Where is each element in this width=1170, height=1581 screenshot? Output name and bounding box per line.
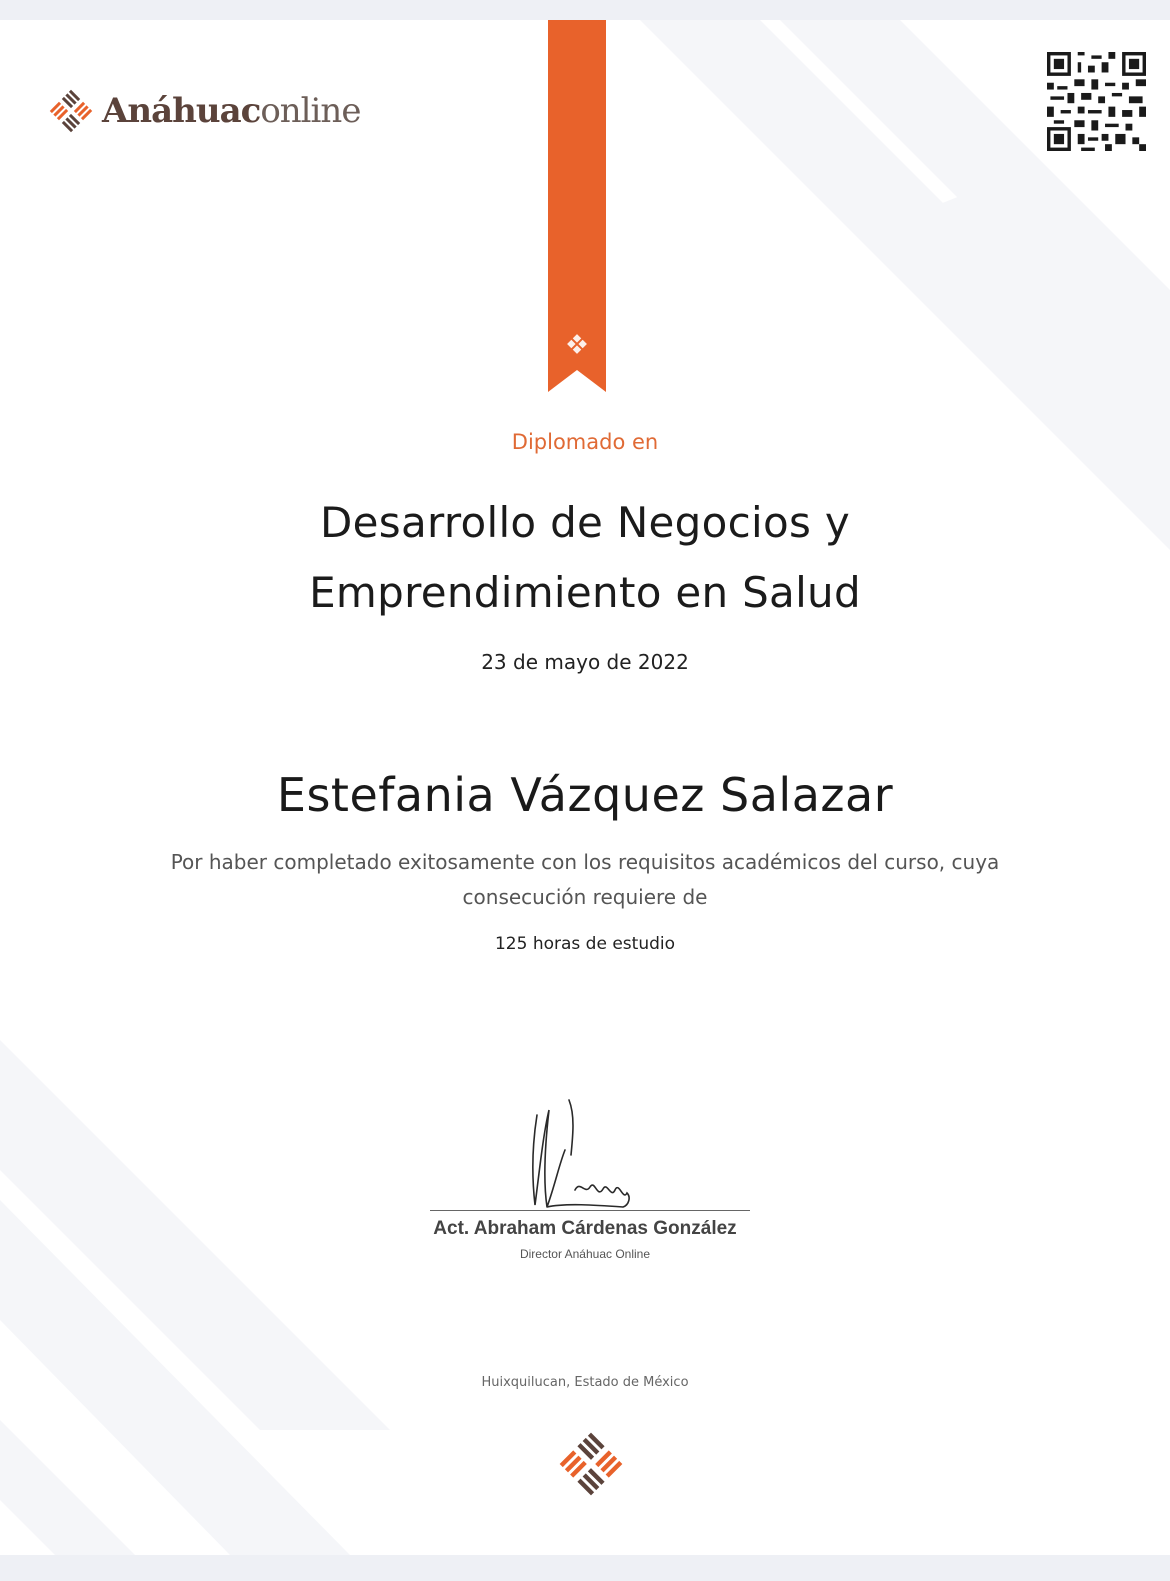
- signature-line: [430, 1210, 750, 1211]
- recipient-name: Estefania Vázquez Salazar: [276, 768, 894, 822]
- anahuac-weave-icon: [48, 88, 94, 134]
- study-hours: 125 horas de estudio: [494, 934, 676, 954]
- certificate-page: [0, 20, 1170, 1555]
- title-line-2: Emprendimiento en Salud: [309, 568, 861, 617]
- anahuac-weave-icon: [557, 1430, 625, 1498]
- logo-wordmark: [102, 91, 360, 131]
- certificate-description: Por haber completado exitosamente con los requisitos académicos del curso, cuya consecución requiere de: [170, 850, 1000, 909]
- issue-location: Huixquilucan, Estado de México: [481, 1375, 689, 1390]
- logo-bold-text: Anáhuac: [102, 91, 261, 131]
- signatory-role: Director Anáhuac Online: [519, 1247, 651, 1261]
- qr-code-icon[interactable]: [1047, 52, 1146, 151]
- certificate-type-label: Diplomado en: [511, 430, 659, 454]
- title-line-1: Desarrollo de Negocios y: [320, 498, 850, 547]
- certificate-date: 23 de mayo de 2022: [481, 650, 689, 674]
- handwritten-signature: [525, 1095, 635, 1220]
- anahuac-online-logo: [48, 88, 360, 134]
- signatory-name: Act. Abraham Cárdenas González: [433, 1218, 737, 1239]
- logo-light-text: online: [260, 91, 361, 131]
- ribbon-bookmark: [548, 20, 606, 392]
- certificate-title: [0, 488, 1170, 628]
